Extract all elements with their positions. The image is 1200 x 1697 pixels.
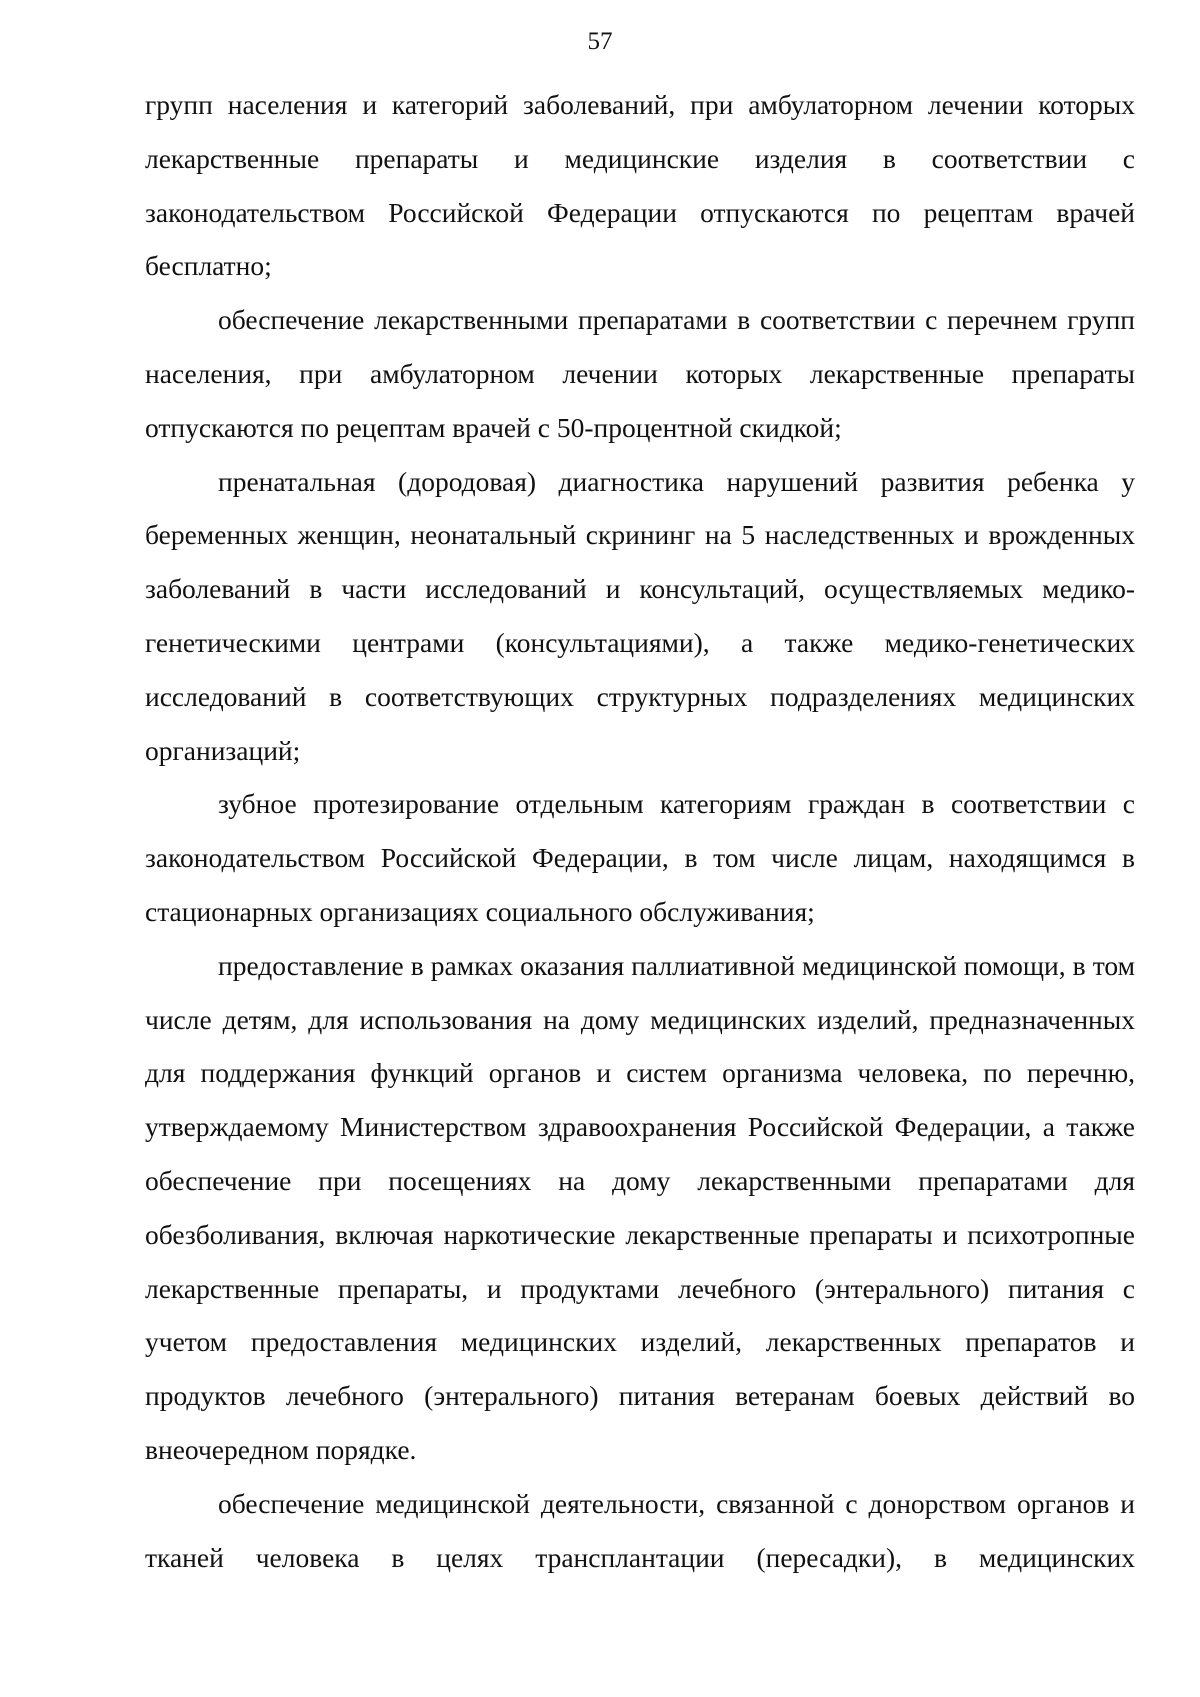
- document-body: [145, 78, 1135, 1584]
- paragraph-continued: групп населения и категорий заболеваний, при амбулаторном лечении которых лекарственные препараты и медицинские изделия в соответствии с законодательством Российской Федерации отпускаются по рецептам врачей бесплатно;: [145, 89, 1135, 282]
- paragraph-discount-drugs: обеспечение лекарственными препаратами в соответствии с перечнем групп населения, при амбулаторном лечении которых лекарственные препараты отпускаются по рецептам врачей с 50-процентной скидкой;: [145, 304, 1135, 443]
- paragraph-palliative-care: предоставление в рамках оказания паллиативной медицинской помощи, в том числе детям, для использования на дому медицинских изделий, предназначенных для поддержания функций органов и систем организма человека, по перечню, утверждаемому Министерством здравоохранения Российской Федерации, а также обеспечение при посещениях на дому лекарственными препаратами для обезболивания, включая наркотические лекарственные препараты и психотропные лекарственные препараты, и продуктами лечебного (энтерального) питания с учетом предоставления медицинских изделий, лекарственных препаратов и продуктов лечебного (энтерального) питания ветеранам боевых действий во внеочередном порядке.: [145, 949, 1135, 1465]
- paragraph-dental-prosthetics: зубное протезирование отдельным категориям граждан в соответствии с законодательством Российской Федерации, в том числе лицам, находящимся в стационарных организациях социального обслуживания;: [145, 788, 1135, 927]
- page-number: 57: [587, 28, 613, 55]
- paragraph-organ-donation: обеспечение медицинской деятельности, связанной с донорством органов и тканей человека в целях трансплантации (пересадки), в медицинских: [145, 1487, 1135, 1573]
- paragraph-prenatal-diagnostics: пренатальная (дородовая) диагностика нарушений развития ребенка у беременных женщин, неонатальный скрининг на 5 наследственных и врожденных заболеваний в части исследований и консультаций, осуществляемых медико-генетическими центрами (консультациями), а также медико-генетических исследований в соответствующих структурных подразделениях медицинских организаций;: [145, 465, 1135, 766]
